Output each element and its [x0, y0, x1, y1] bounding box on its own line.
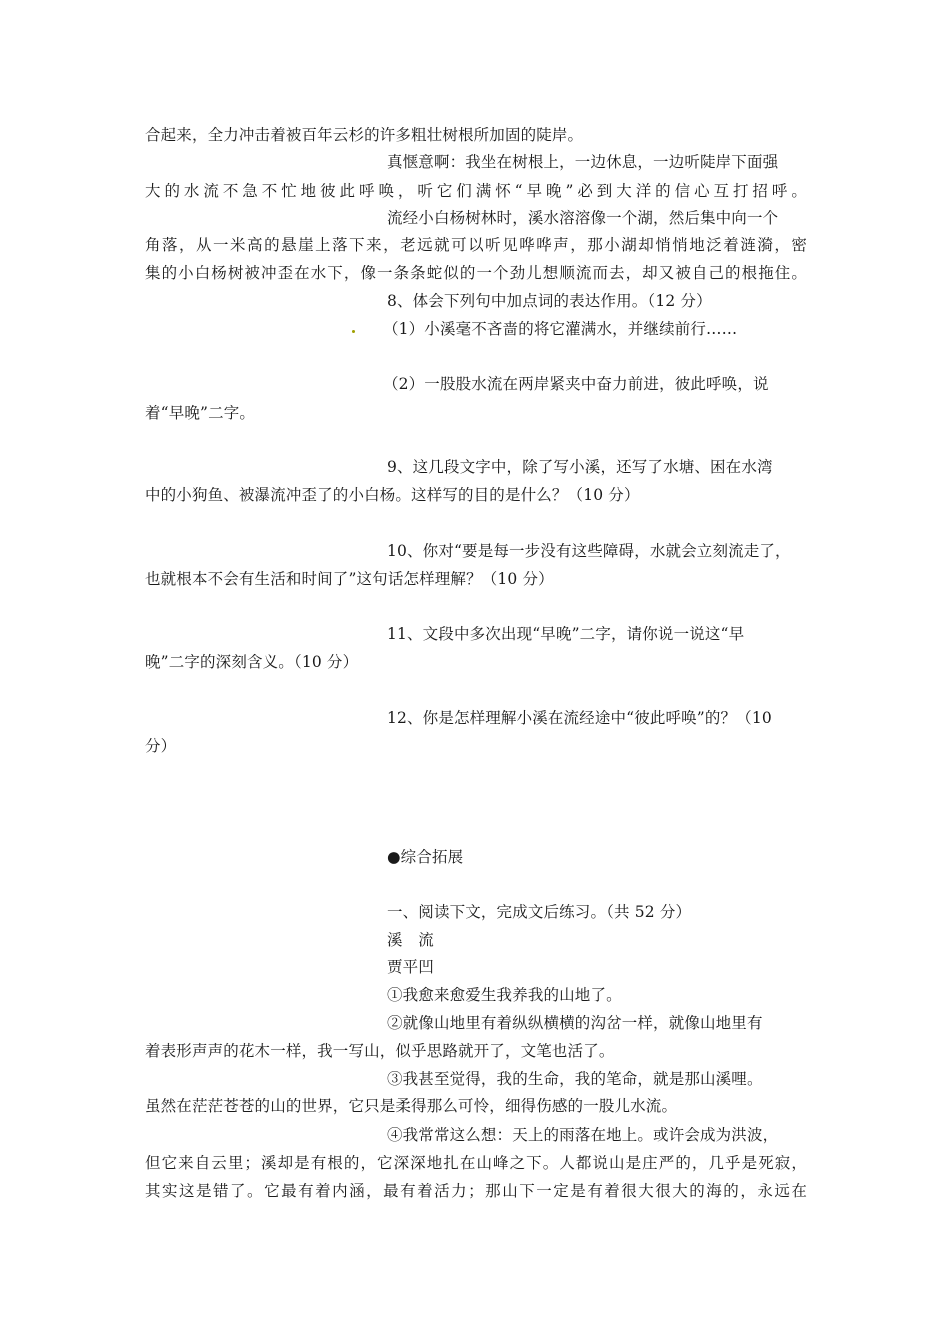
paragraph-2-line2: 着表形声声的花木一样，我一写山，似乎思路就开了，文笔也活了。: [145, 1042, 615, 1060]
article-author: 贾平凹: [387, 958, 434, 976]
question-11-line1: 11、文段中多次出现“早晚”二字，请你说一说这“早: [387, 625, 745, 643]
paragraph-3-line1: ③我甚至觉得，我的生命，我的笔命，就是那山溪哩。: [387, 1070, 763, 1088]
question-8-sub1: （1）小溪毫不吝啬的将它灌满水，并继续前行……: [383, 320, 738, 338]
question-12-line1: 12、你是怎样理解小溪在流经途中“彼此呼唤”的？（10: [387, 709, 772, 727]
question-8-title: 8、体会下列句中加点词的表达作用。（12 分）: [387, 292, 712, 310]
question-10-line1: 10、你对“要是每一步没有这些障碍，水就会立刻流走了，: [387, 542, 791, 560]
passage-line-5: 角落，从一米高的悬崖上落下来，老远就可以听见哗哗声，那小湖却悄悄地泛着涟漪，密: [145, 236, 807, 254]
question-12-line2: 分）: [145, 737, 177, 755]
passage-line-6: 集的小白杨树被冲歪在水下，像一条条蛇似的一个劲儿想顺流而去，却又被自己的根拖住。: [145, 264, 807, 282]
question-8-sub2-line1: （2）一股股水流在两岸紧夹中奋力前进，彼此呼唤，说: [383, 375, 769, 393]
paragraph-4-line3: 其实这是错了。它最有着内涵，最有着活力；那山下一定是有着很大很大的海的，永远在: [145, 1182, 807, 1200]
exercise-instruction: 一、阅读下文，完成文后练习。（共 52 分）: [387, 903, 692, 921]
paragraph-4-line2: 但它来自云里；溪却是有根的，它深深地扎在山峰之下。人都说山是庄严的，几乎是死寂，: [145, 1154, 807, 1172]
paragraph-4-line1: ④我常常这么想：天上的雨落在地上。或许会成为洪波，: [387, 1126, 779, 1144]
paragraph-1: ①我愈来愈爱生我养我的山地了。: [387, 986, 622, 1004]
question-9-line1: 9、这几段文字中，除了写小溪，还写了水塘、困在水湾: [387, 458, 773, 476]
passage-line-4: 流经小白杨树林时，溪水溶溶像一个湖，然后集中向一个: [387, 209, 779, 227]
question-8-sub2-line2: 着“早晚”二字。: [145, 404, 256, 422]
paragraph-3-line2: 虽然在茫茫苍苍的山的世界，它只是柔得那么可怜，细得伤感的一股儿水流。: [145, 1097, 678, 1115]
paragraph-2-line1: ②就像山地里有着纵纵横横的沟岔一样，就像山地里有: [387, 1014, 763, 1032]
question-11-line2: 晚”二字的深刻含义。（10 分）: [145, 653, 359, 671]
passage-line-1: 合起来，全力冲击着被百年云杉的许多粗壮树根所加固的陡岸。: [145, 126, 584, 144]
passage-line-3: 大的水流不急不忙地彼此呼唤，听它们满怀“早晚”必到大洋的信心互打招呼。: [145, 182, 807, 200]
article-title: 溪 流: [387, 931, 434, 949]
question-10-line2: 也就根本不会有生活和时间了”这句话怎样理解？（10 分）: [145, 570, 554, 588]
question-9-line2: 中的小狗鱼、被瀑流冲歪了的小白杨。这样写的目的是什么？（10 分）: [145, 486, 640, 504]
marker-dot: [352, 330, 355, 333]
section-title: ●综合拓展: [387, 848, 464, 866]
passage-line-2: 真惬意啊：我坐在树根上，一边休息，一边听陡岸下面强: [387, 153, 779, 171]
